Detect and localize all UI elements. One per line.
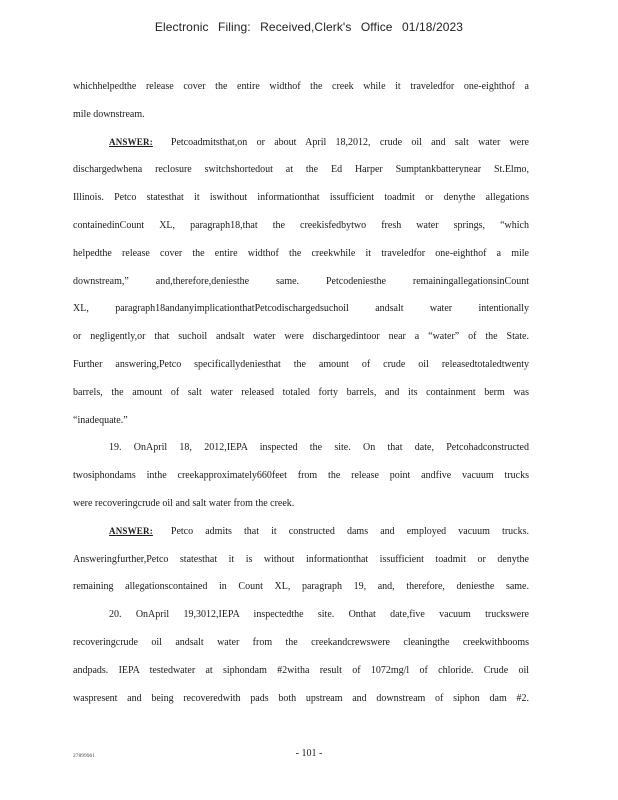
answer-line bbox=[73, 518, 529, 546]
body-line: Further answering,Petco specificallydeniesthat the amount of crude oil releasedtotaledtwenty bbox=[73, 358, 529, 370]
body-line: andpads. IEPA testedwater at siphondam #2witha result of 1072mg/l of chloride. Crude oil bbox=[73, 664, 529, 676]
document-id: 27899961 bbox=[73, 753, 95, 759]
body-line: were recoveringcrude oil and salt water from the creek. bbox=[73, 497, 295, 509]
body-line: recoveringcrude oil andsalt water from the creekandcrewswere cleaningthe creekwithbooms bbox=[73, 636, 529, 648]
page-number: - 101 - bbox=[295, 748, 323, 759]
body-line: mile downstream. bbox=[73, 108, 145, 120]
answer-line bbox=[73, 129, 529, 157]
answer-label: ANSWER: bbox=[109, 525, 153, 536]
body-line: waspresent and being recoveredwith pads both upstream and downstream of siphon dam #2. bbox=[73, 692, 529, 704]
answer-label: ANSWER: bbox=[109, 136, 153, 147]
body-line: or negligently,or that suchoil andsalt water were dischargedintoor near a “water” of the State. bbox=[73, 331, 529, 343]
body-line-text: Petco admits that it constructed dams and employed vacuum trucks. bbox=[170, 525, 529, 537]
paragraph-19-line: 19. OnApril 18, 2012,IEPA inspected the site. On that date, Petcohadconstructed bbox=[109, 442, 529, 454]
body-line: twosiphondams inthe creekapproximately660feet from the release point andfive vacuum trucks bbox=[73, 470, 529, 482]
body-line: whichhelpedthe release cover the entire widthof the creek while it traveledfor one-eighthof a bbox=[73, 81, 529, 92]
body-line-text: Petcoadmitsthat,on or about April 18,2012, crude oil and salt water were bbox=[170, 136, 529, 148]
body-line: XL, paragraph18andanyimplicationthatPetcodischargedsuchoil andsalt water intentionally bbox=[73, 303, 529, 315]
body-line: barrels, the amount of salt water released totaled forty barrels, and its containment berm was bbox=[73, 386, 529, 398]
paragraph-20-line: 20. OnApril 19,3012,IEPA inspectedthe site. Onthat date,five vacuum truckswere bbox=[109, 609, 529, 621]
body-line: Answeringfurther,Petco statesthat it is without informationthat issufficient toadmit or denythe bbox=[73, 553, 529, 565]
body-line: downstream,” and,therefore,deniesthe same. Petcodeniesthe remainingallegationsinCount bbox=[73, 275, 529, 287]
filing-header: Electronic Filing: Received,Clerk's Office 01/18/2023 bbox=[154, 20, 464, 34]
body-line: Illinois. Petco statesthat it iswithout informationthat issufficient toadmit or denythe allegations bbox=[73, 192, 529, 204]
body-line: containedinCount XL, paragraph18,that the creekisfedbytwo fresh water springs, “which bbox=[73, 219, 529, 231]
document-body bbox=[73, 73, 529, 712]
body-line: helpedthe release cover the entire widthof the creekwhile it traveledfor one-eighthof a mile bbox=[73, 247, 529, 259]
body-line: “inadequate.” bbox=[73, 414, 128, 426]
body-line: dischargedwhena reclosure switchshortedout at the Ed Harper Sumptankbatterynear St.Elmo, bbox=[73, 164, 529, 176]
body-line: remaining allegationscontained in Count XL, paragraph 19, and, therefore, deniesthe same. bbox=[73, 581, 529, 593]
